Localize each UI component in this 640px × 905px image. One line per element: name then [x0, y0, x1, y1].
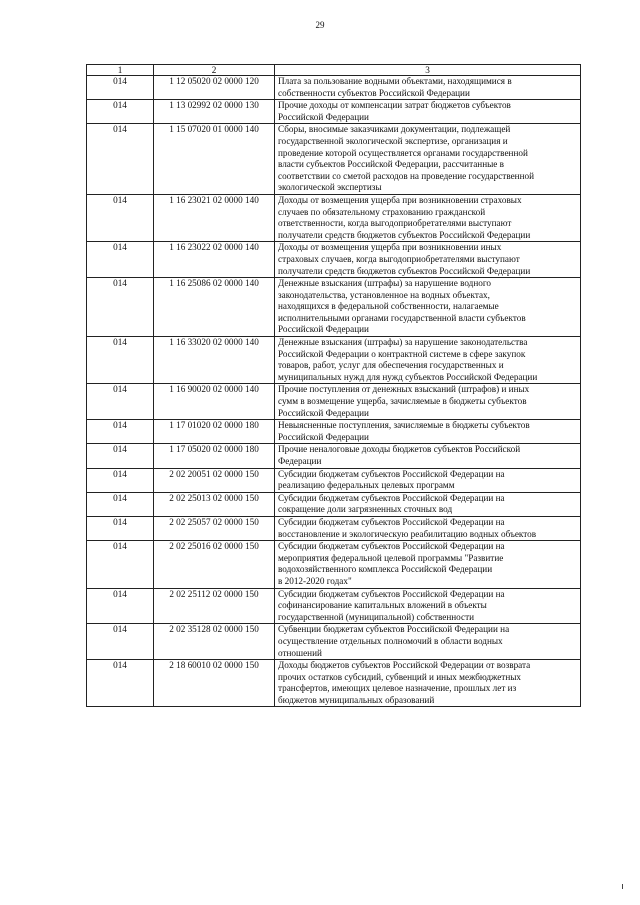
- table-row: [87, 242, 581, 278]
- admin-code-cell: 014: [87, 420, 154, 444]
- table-row: [87, 492, 581, 516]
- table-row: [87, 468, 581, 492]
- admin-code-cell: 014: [87, 660, 154, 707]
- budget-classification-code-cell: 1 17 05020 02 0000 180: [154, 444, 275, 468]
- budget-classification-code-cell: 2 18 60010 02 0000 150: [154, 660, 275, 707]
- table-row: [87, 420, 581, 444]
- table-row: [87, 278, 581, 337]
- budget-classification-code-cell: 1 15 07020 01 0000 140: [154, 124, 275, 195]
- admin-code-cell: 014: [87, 242, 154, 278]
- budget-classification-code-cell: 2 02 25013 02 0000 150: [154, 492, 275, 516]
- table-row: [87, 541, 581, 588]
- table-row: [87, 194, 581, 241]
- revenue-name-cell: Субвенции бюджетам субъектов Российской Федерации на осуществление отдельных полномочий в области водных отношений: [275, 624, 581, 660]
- budget-classification-code-cell: 1 16 23021 02 0000 140: [154, 194, 275, 241]
- table-row: [87, 384, 581, 420]
- table-row: [87, 588, 581, 624]
- admin-code-cell: 014: [87, 76, 154, 100]
- column-header-3: 3: [275, 65, 581, 76]
- revenue-name-cell: Денежные взыскания (штрафы) за нарушение водного законодательства, установленное на водных объектах, находящихся в федеральной собственности, налагаемые исполнительными органами государственной власти субъектов Российской Федерации: [275, 278, 581, 337]
- revenue-name-cell: Денежные взыскания (штрафы) за нарушение законодательства Российской Федерации о контрактной системе в сфере закупок товаров, работ, услуг для обеспечения государственных и муниципальных нужд для нужд субъектов Российской Федерации: [275, 337, 581, 384]
- budget-classification-code-cell: 2 02 25016 02 0000 150: [154, 541, 275, 588]
- budget-classification-code-cell: 2 02 25057 02 0000 150: [154, 516, 275, 540]
- budget-classification-code-cell: 1 12 05020 02 0000 120: [154, 76, 275, 100]
- admin-code-cell: 014: [87, 624, 154, 660]
- admin-code-cell: 014: [87, 337, 154, 384]
- admin-code-cell: 014: [87, 468, 154, 492]
- admin-code-cell: 014: [87, 541, 154, 588]
- revenue-name-cell: Субсидии бюджетам субъектов Российской Федерации на софинансирование капитальных вложений в объекты государственной (муниципальной) собственности: [275, 588, 581, 624]
- revenue-name-cell: Невыясненные поступления, зачисляемые в бюджеты субъектов Российской Федерации: [275, 420, 581, 444]
- table-row: [87, 516, 581, 540]
- budget-classification-code-cell: 1 16 23022 02 0000 140: [154, 242, 275, 278]
- revenue-name-cell: Субсидии бюджетам субъектов Российской Федерации на восстановление и экологическую реабилитацию водных объектов: [275, 516, 581, 540]
- admin-code-cell: 014: [87, 278, 154, 337]
- revenue-name-cell: Субсидии бюджетам субъектов Российской Федерации на реализацию федеральных целевых программ: [275, 468, 581, 492]
- table-row: [87, 624, 581, 660]
- revenue-name-cell: Прочие поступления от денежных взысканий (штрафов) и иных сумм в возмещение ущерба, зачисляемые в бюджеты субъектов Российской Федерации: [275, 384, 581, 420]
- budget-classification-code-cell: 1 16 25086 02 0000 140: [154, 278, 275, 337]
- admin-code-cell: 014: [87, 492, 154, 516]
- revenue-name-cell: Прочие доходы от компенсации затрат бюджетов субъектов Российской Федерации: [275, 100, 581, 124]
- column-header-2: 2: [154, 65, 275, 76]
- admin-code-cell: 014: [87, 444, 154, 468]
- page-number: 29: [315, 20, 325, 30]
- budget-classification-code-cell: 2 02 35128 02 0000 150: [154, 624, 275, 660]
- budget-classification-code-cell: 2 02 20051 02 0000 150: [154, 468, 275, 492]
- table-row: [87, 660, 581, 707]
- admin-code-cell: 014: [87, 100, 154, 124]
- table-row: [87, 337, 581, 384]
- revenue-codes-table: [86, 64, 581, 707]
- admin-code-cell: 014: [87, 516, 154, 540]
- budget-classification-code-cell: 1 16 90020 02 0000 140: [154, 384, 275, 420]
- revenue-name-cell: Доходы от возмещения ущерба при возникновении иных страховых случаев, когда выгодоприобретателями выступают получатели средств бюджетов субъектов Российской Федерации: [275, 242, 581, 278]
- revenue-name-cell: Доходы бюджетов субъектов Российской Федерации от возврата прочих остатков субсидий, субвенций и иных межбюджетных трансфертов, имеющих целевое назначение, прошлых лет из бюджетов муниципальных образований: [275, 660, 581, 707]
- revenue-name-cell: Субсидии бюджетам субъектов Российской Федерации на мероприятия федеральной целевой программы "Развитие водохозяйственного комплекса Российской Федерации в 2012-2020 годах": [275, 541, 581, 588]
- admin-code-cell: 014: [87, 384, 154, 420]
- budget-classification-code-cell: 1 13 02992 02 0000 130: [154, 100, 275, 124]
- admin-code-cell: 014: [87, 194, 154, 241]
- revenue-name-cell: Прочие неналоговые доходы бюджетов субъектов Российской Федерации: [275, 444, 581, 468]
- table-row: [87, 76, 581, 100]
- table-header-row: [87, 65, 581, 76]
- scan-mark: [622, 884, 623, 889]
- table-body: [87, 76, 581, 707]
- revenue-name-cell: Сборы, вносимые заказчиками документации, подлежащей государственной экологической экспертизе, организация и проведение которой осуществляется органами государственной власти субъектов Российской Федерации, рассчитанные в соответствии со сметой расходов на проведение государственной экологической экспертизы: [275, 124, 581, 195]
- table-row: [87, 444, 581, 468]
- table-row: [87, 100, 581, 124]
- budget-classification-code-cell: 2 02 25112 02 0000 150: [154, 588, 275, 624]
- admin-code-cell: 014: [87, 124, 154, 195]
- revenue-name-cell: Доходы от возмещения ущерба при возникновении страховых случаев по обязательному страхованию гражданской ответственности, когда выгодоприобретателями выступают получатели средств бюджетов субъектов Российской Федерации: [275, 194, 581, 241]
- column-header-1: 1: [87, 65, 154, 76]
- table-row: [87, 124, 581, 195]
- admin-code-cell: 014: [87, 588, 154, 624]
- budget-classification-code-cell: 1 16 33020 02 0000 140: [154, 337, 275, 384]
- revenue-name-cell: Плата за пользование водными объектами, находящимися в собственности субъектов Российской Федерации: [275, 76, 581, 100]
- budget-classification-code-cell: 1 17 01020 02 0000 180: [154, 420, 275, 444]
- revenue-name-cell: Субсидии бюджетам субъектов Российской Федерации на сокращение доли загрязненных сточных вод: [275, 492, 581, 516]
